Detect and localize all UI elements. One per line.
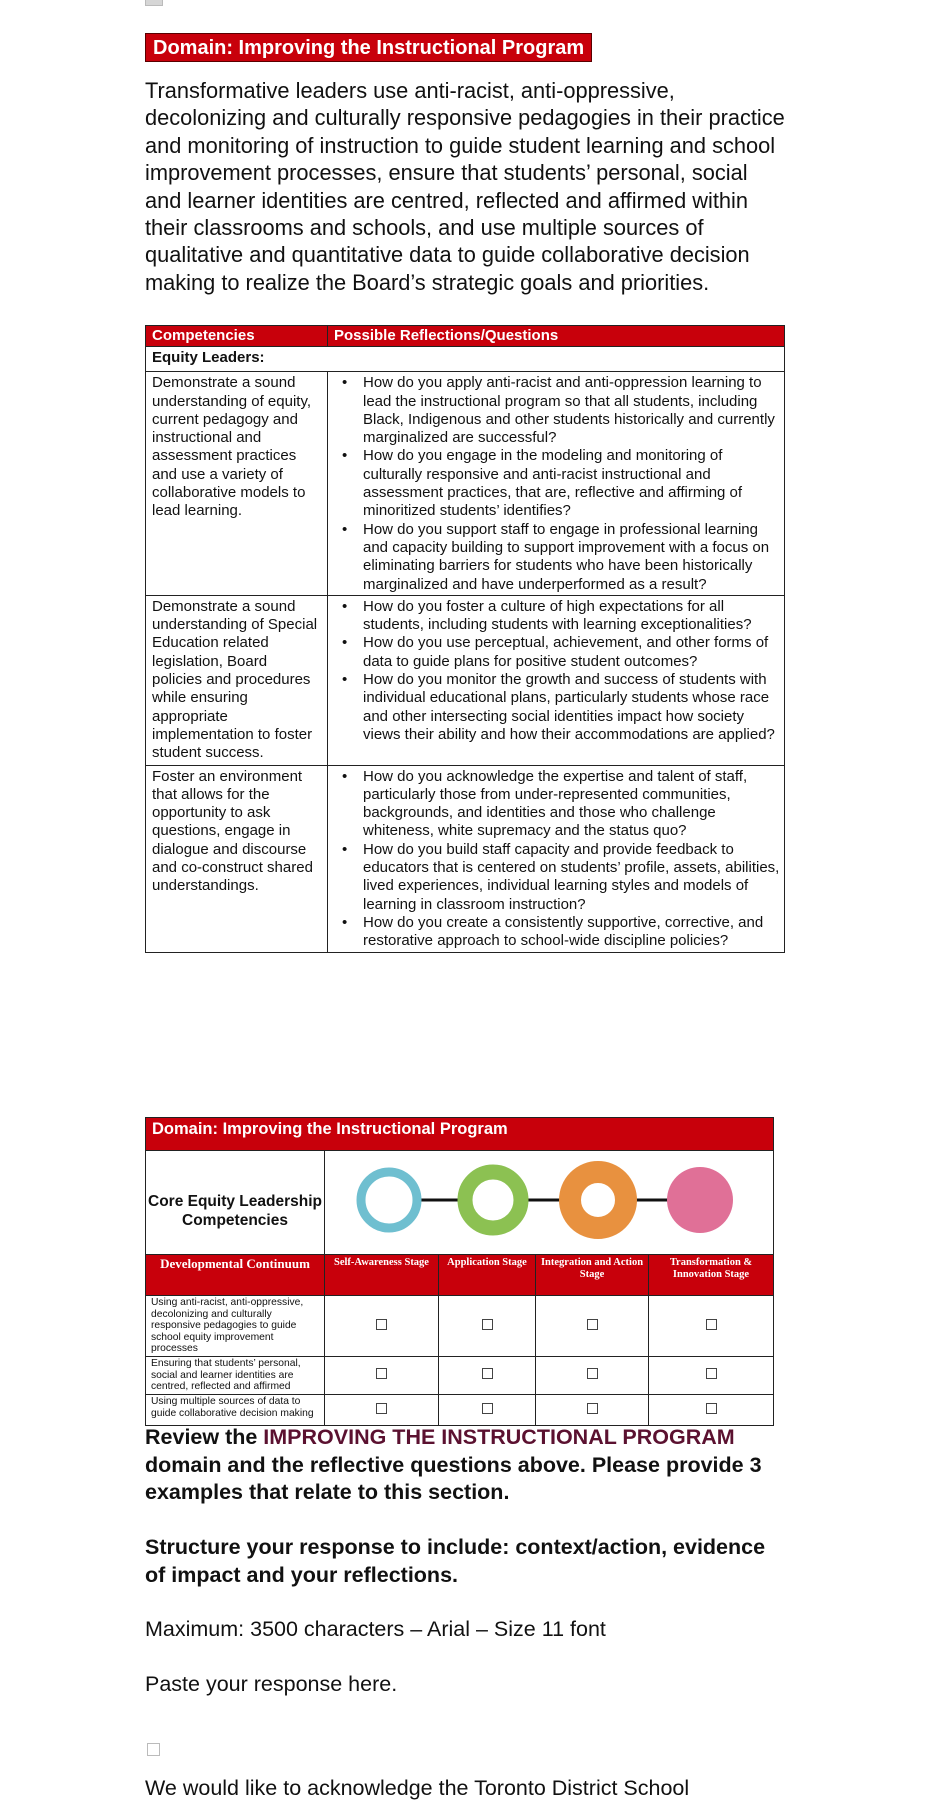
continuum-figure (145, 1117, 774, 1426)
stage-checkbox[interactable] (706, 1319, 717, 1330)
stage-header: Transformation & Innovation Stage (649, 1255, 774, 1296)
question-item: • How do you engage in the modeling and monitoring of culturally responsive and anti-racist instructional and assessment practices, that are, reflective and affirming of minoritized students’ identifies? (363, 447, 780, 520)
page-top-marker (145, 0, 163, 6)
header-reflections: Possible Reflections/Questions (328, 326, 785, 347)
table-row (146, 595, 785, 765)
acknowledgement-text: We would like to acknowledge the Toronto District School (145, 1776, 690, 1800)
question-item: • How do you monitor the growth and success of students with individual educational plans, particularly students whose race and other intersecting social identities impact how society views their ability and how their accommodations are applied? (363, 671, 780, 744)
stage-checkbox[interactable] (482, 1403, 493, 1414)
questions-cell (328, 372, 785, 596)
competency-table (145, 325, 785, 953)
paste-response-prompt: Paste your response here. (145, 1672, 398, 1696)
continuum-row-label: Using anti-racist, anti-oppressive, decolonizing and culturally responsive pedagogies to guide school equity improvement processes (146, 1296, 325, 1357)
stage-circles (325, 1151, 774, 1255)
stage-checkbox[interactable] (376, 1368, 387, 1379)
review-instructions (145, 1424, 785, 1507)
intro-paragraph: Transformative leaders use anti-racist, anti-oppressive, decolonizing and culturally responsive pedagogies in their practice and monitoring of instruction to guide student learning and school improvement processes, ensure that students’ personal, social and learner identities are centred, reflected and affirmed within their classrooms and schools, and use multiple sources of qualitative and quantitative data to guide collaborative decision making to realize the Board’s strategic goals and priorities. (145, 78, 785, 295)
stage-circles-graphic (325, 1158, 765, 1242)
competency-cell: Demonstrate a sound understanding of Special Education related legislation, Board policies and procedures while ensuring appropriate implementation to foster student success. (146, 595, 328, 765)
developmental-continuum-label: Developmental Continuum (146, 1255, 325, 1296)
structure-instructions: Structure your response to include: context/action, evidence of impact and your reflections. (145, 1535, 766, 1587)
review-domain-highlight: IMPROVING THE INSTRUCTIONAL PROGRAM (263, 1425, 735, 1449)
core-competencies-label: Core Equity Leadership Competencies (146, 1151, 325, 1255)
question-item: • How do you acknowledge the expertise and talent of staff, particularly those from under-represented communities, backgrounds, and identities and those who challenge whiteness, white supremacy and the status quo? (363, 768, 780, 841)
stage-header: Self-Awareness Stage (325, 1255, 439, 1296)
question-item: • How do you use perceptual, achievement, and other forms of data to guide plans for positive student outcomes? (363, 634, 780, 671)
stage-checkbox[interactable] (706, 1403, 717, 1414)
question-item: • How do you support staff to engage in professional learning and capacity building to support improvement with a focus on eliminating barriers for students who have been historically marginalized and have underperformed as a result? (363, 521, 780, 594)
stage-checkbox[interactable] (482, 1368, 493, 1379)
question-item: • How do you foster a culture of high expectations for all students, including students with learning exceptionalities? (363, 598, 780, 635)
table-row (146, 1394, 774, 1425)
question-item: • How do you apply anti-racist and anti-oppression learning to lead the instructional program so that all students, including Black, Indigenous and other students historically and currently marginalized are successful? (363, 374, 780, 447)
equity-leaders-label: Equity Leaders: (146, 347, 785, 372)
stage-header: Integration and Action Stage (536, 1255, 649, 1296)
competency-cell: Foster an environment that allows for the opportunity to ask questions, engage in dialogue and discourse and co-construct shared understandings. (146, 765, 328, 952)
stage-checkbox[interactable] (587, 1368, 598, 1379)
stage-header: Application Stage (439, 1255, 536, 1296)
stage-checkbox[interactable] (376, 1319, 387, 1330)
competency-cell: Demonstrate a sound understanding of equity, current pedagogy and instructional and assessment practices and use a variety of collaborative models to lead learning. (146, 372, 328, 596)
table-row (146, 765, 785, 952)
application-circle-icon (465, 1172, 521, 1228)
questions-cell (328, 595, 785, 765)
continuum-title: Domain: Improving the Instructional Program (146, 1118, 774, 1151)
questions-cell (328, 765, 785, 952)
response-field[interactable] (147, 1743, 160, 1756)
max-characters-note: Maximum: 3500 characters – Arial – Size 11 font (145, 1617, 606, 1641)
stage-checkbox[interactable] (376, 1403, 387, 1414)
review-post: domain and the reflective questions above. Please provide 3 examples that relate to this section. (145, 1452, 762, 1504)
stage-checkbox[interactable] (706, 1368, 717, 1379)
continuum-table (145, 1117, 774, 1426)
question-item: • How do you build staff capacity and provide feedback to educators that is centered on students’ profile, assets, abilities, lived experiences, individual learning styles and models of learning in classroom instruction? (363, 841, 780, 914)
transformation-circle-icon (667, 1167, 733, 1233)
table-row (146, 372, 785, 596)
question-item: • How do you create a consistently supportive, corrective, and restorative approach to school-wide discipline policies? (363, 914, 780, 951)
table-row (146, 1356, 774, 1394)
stage-checkbox[interactable] (587, 1403, 598, 1414)
continuum-row-label: Using multiple sources of data to guide collaborative decision making (146, 1394, 325, 1425)
stage-checkbox[interactable] (482, 1319, 493, 1330)
stage-checkbox[interactable] (587, 1319, 598, 1330)
integration-circle-icon (570, 1172, 626, 1228)
table-row (146, 1296, 774, 1357)
self-awareness-circle-icon (361, 1172, 417, 1228)
domain-banner: Domain: Improving the Instructional Program (145, 33, 592, 62)
continuum-row-label: Ensuring that students’ personal, social and learner identities are centred, reflected and affirmed (146, 1356, 325, 1394)
review-pre: Review the (145, 1425, 264, 1449)
header-competencies: Competencies (146, 326, 328, 347)
